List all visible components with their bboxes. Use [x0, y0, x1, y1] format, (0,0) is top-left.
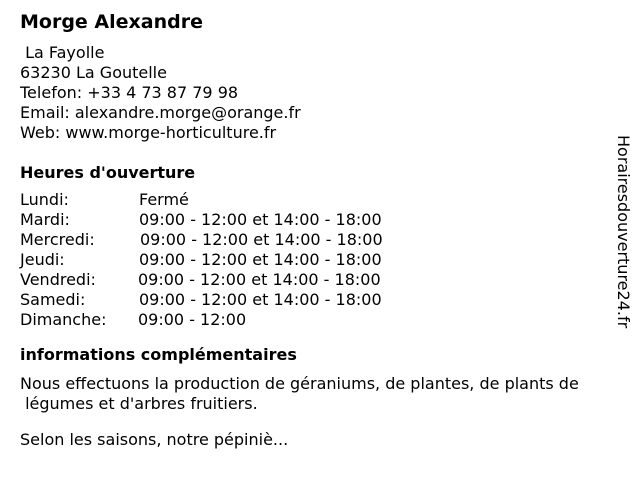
address-street: La Fayolle [20, 43, 105, 62]
info-paragraph-2: Selon les saisons, notre pépiniè... [20, 430, 289, 449]
hours-day: Mardi: [20, 210, 70, 229]
business-name: Morge Alexandre [20, 11, 203, 33]
hours-row-mercredi [20, 230, 620, 250]
phone-label: Telefon: [20, 83, 83, 102]
hours-time: 09:00 - 12:00 et 14:00 - 18:00 [138, 270, 381, 289]
hours-row-jeudi [20, 250, 620, 270]
hours-day: Mercredi: [20, 230, 95, 249]
hours-time: 09:00 - 12:00 et 14:00 - 18:00 [139, 250, 382, 269]
email-line [20, 103, 620, 123]
hours-row-dimanche [20, 310, 620, 330]
hours-row-mardi [20, 210, 620, 230]
hours-day: Vendredi: [20, 270, 96, 289]
hours-heading: Heures d'ouverture [20, 163, 196, 182]
email-link[interactable]: alexandre.morge@orange.fr [74, 103, 301, 122]
hours-day: Samedi: [20, 290, 86, 309]
hours-time: 09:00 - 12:00 et 14:00 - 18:00 [139, 290, 382, 309]
site-brand-vertical[interactable]: Horairesdouverture24.fr [614, 135, 633, 329]
hours-table [20, 190, 620, 330]
hours-time: Fermé [139, 190, 189, 209]
hours-row-vendredi [20, 270, 620, 290]
hours-time: 09:00 - 12:00 et 14:00 - 18:00 [140, 230, 383, 249]
hours-day: Dimanche: [20, 310, 107, 329]
address-city: 63230 La Goutelle [20, 63, 167, 82]
business-card [20, 10, 620, 450]
phone-number[interactable]: +33 4 73 87 79 98 [87, 83, 239, 102]
hours-time: 09:00 - 12:00 [138, 310, 247, 329]
info-heading: informations complémentaires [20, 345, 297, 364]
hours-row-lundi [20, 190, 620, 210]
email-label: Email: [20, 103, 70, 122]
address-block [20, 43, 620, 143]
hours-day: Jeudi: [20, 250, 65, 269]
info-paragraph-1: Nous effectuons la production de géraniums, de plantes, de plants de légumes et d'arbres fruitiers. [20, 374, 579, 413]
hours-time: 09:00 - 12:00 et 14:00 - 18:00 [139, 210, 382, 229]
hours-day: Lundi: [20, 190, 69, 209]
phone-line [20, 83, 620, 103]
website-link[interactable]: www.morge-horticulture.fr [65, 123, 277, 142]
web-line [20, 123, 620, 143]
web-label: Web: [20, 123, 61, 142]
hours-row-samedi [20, 290, 620, 310]
